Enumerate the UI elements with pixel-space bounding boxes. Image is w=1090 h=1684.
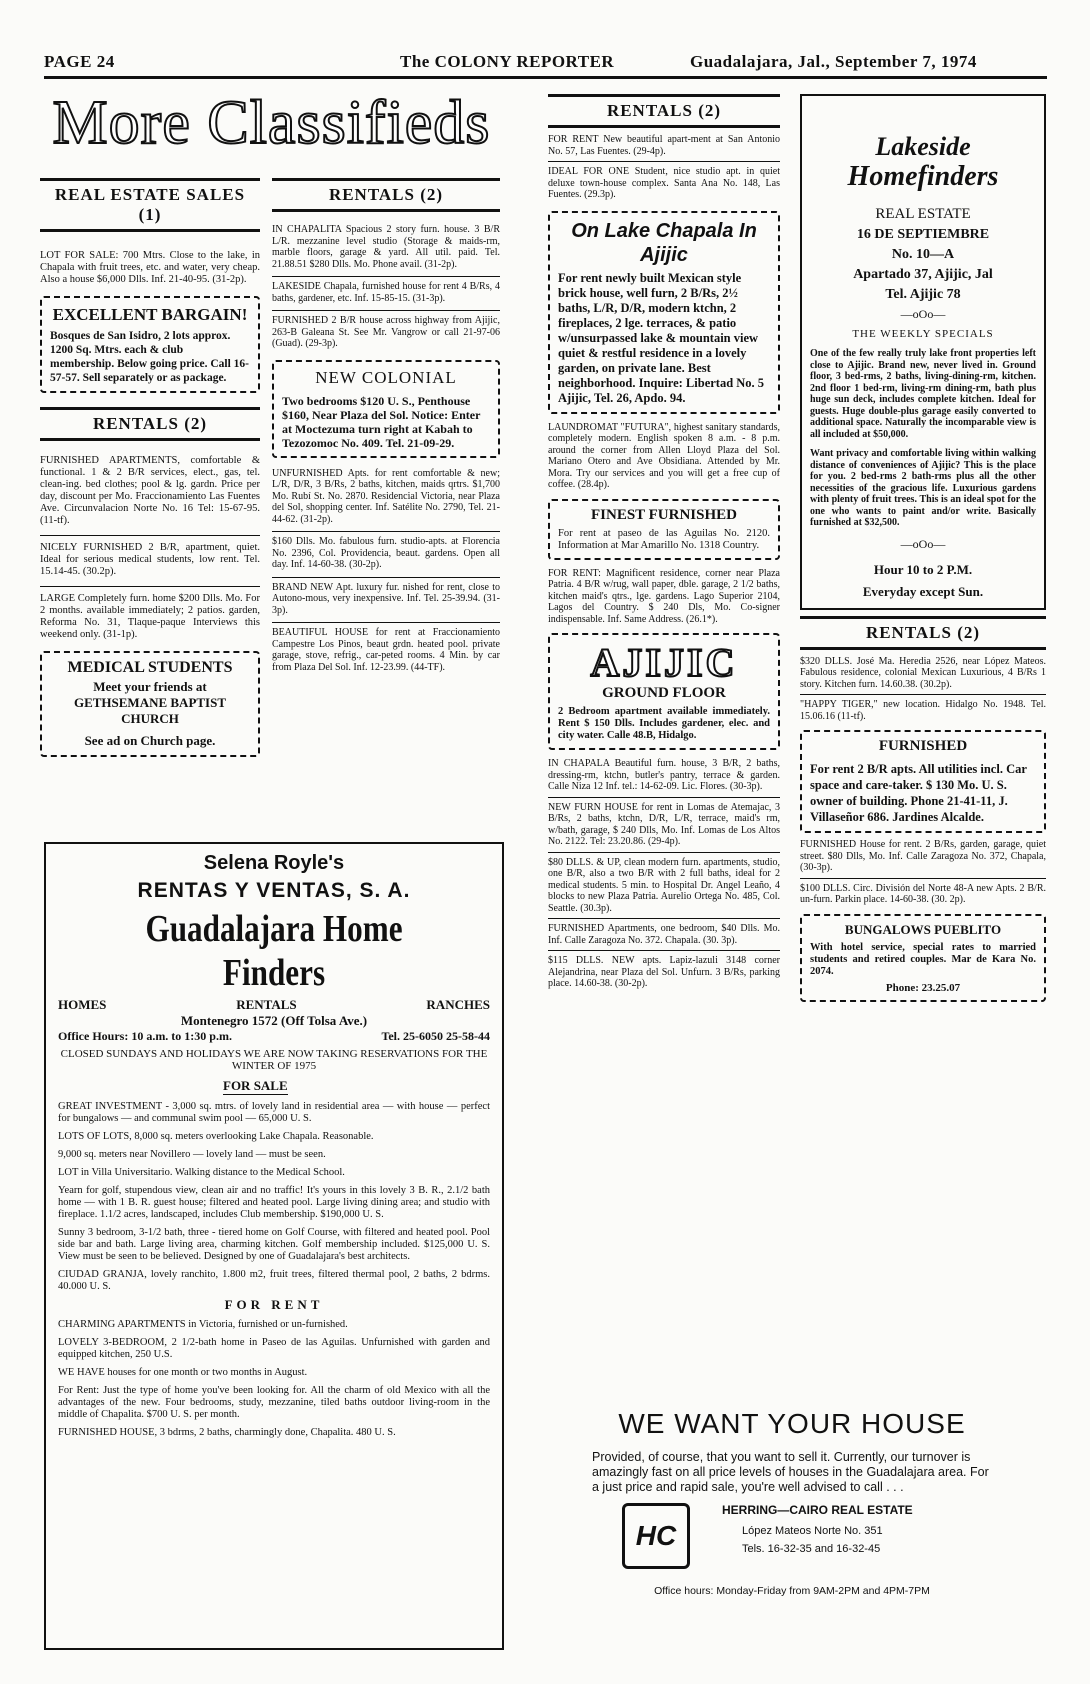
chapala-title: On Lake Chapala In Ajijic (571, 219, 757, 266)
ad-medical-students (40, 651, 260, 757)
column-4 (800, 94, 1046, 1002)
ad-happy-tiger: "HAPPY TIGER," new location. Hidalgo No. 1948. Tel. 15.06.16 (11-tf). (800, 694, 1046, 722)
section-rentals-col1: RENTALS (2) (40, 407, 260, 441)
medical-body: Meet your friends at GETHSEMANE BAPTIST CHURCH (73, 679, 227, 726)
rentals-label: RENTALS (236, 997, 297, 1012)
rent-charming-apartments: CHARMING APARTMENTS in Victoria, furnished or un-furnished. (58, 1319, 348, 1330)
finest-title: FINEST FURNISHED (590, 506, 737, 523)
ajijic-body: 2 Bedroom apartment available immediately. Rent $ 150 Dlls. Includes gardener, elec. and city water. Calle 48.B, Hidalgo. (558, 706, 770, 741)
ad-unfurnished-apts: UNFURNISHED Apts. for rent comfortable & new; L/R, D/R, 3 B/Rs, 2 baths, kitchen, maids qrtrs. $1,700 Mo. Rubí St. No. 2870. Residencial Victoria, near Plaza del Sol, shopping center. Inf. Satélite No. 2790, Tel. 21-44-62. (31-2p). (272, 467, 500, 525)
sale-lots-of-lots: LOTS OF LOTS, 8,000 sq. meters overlooking Lake Chapala. Reasonable. (58, 1131, 374, 1142)
ad-furnished-apartments-chapala: FURNISHED Apartments, one bedroom, $40 Dlls. Mo. Inf. Calle Zaragoza No. 372. Chapala. (30. 3p). (548, 918, 780, 946)
ad-ideal-student: IDEAL FOR ONE Student, nice studio apt. in quiet deluxe town-house complex. Santa Ana No. 148, Las Fuentes. (29.3p). (548, 161, 780, 201)
ad-ajijic (548, 633, 780, 750)
selena-hours: Office Hours: 10 a.m. to 1:30 p.m. (58, 1029, 232, 1043)
ajijic-sub: GROUND FLOOR (602, 685, 726, 701)
street-number: No. 10—A (891, 247, 955, 262)
page-number: PAGE 24 (44, 52, 115, 71)
selena-tel: Tel. 25-6050 25-58-44 (381, 1029, 490, 1043)
section-rentals-col2: RENTALS (2) (272, 178, 500, 212)
sale-ciudad-granja: CIUDAD GRANJA, lovely ranchito, 1.800 m2, fruit trees, filtered thermal pool, 2 baths, 2 bdrms. 40.000 U. S. (58, 1269, 490, 1292)
finest-body: For rent at paseo de las Aguilas No. 2120. Information at Mar Amarillo No. 1318 Country. (558, 527, 770, 551)
telephone: Tel. Ajijic 78 (885, 287, 961, 302)
ranches-label: RANCHES (426, 997, 490, 1012)
sale-novillero: 9,000 sq. meters near Novillero — lovely land — must be seen. (58, 1149, 326, 1160)
column-3 (548, 94, 780, 990)
sale-villa-universitario: LOT in Villa Universitario. Walking distance to the Medical School. (58, 1167, 345, 1178)
selena-title: Guadalajara Home Finders (145, 908, 403, 994)
new-colonial-title: NEW COLONIAL (315, 367, 457, 387)
ad-furnished-apartments: FURNISHED APARTMENTS, comfortable & functional. 1 & 2 B/R services, elect., gas, tel. clean-ing. bed clothes; pool & lg. gardn. Price per day, discount per Mo. Fraccionamiento Las Fuentes Ave. Circunvalacion Norte No. 16 Tel: 15-67-95. (11-tf). (40, 455, 260, 526)
weekly-specials: THE WEEKLY SPECIALS (852, 328, 994, 340)
ad-160-dlls: $160 Dlls. Mo. fabulous furn. studio-apts. at Florencia No. 2396, Col. Providencia, beaut. gardens. Open all day. Inf. 14-60-38. (30-2p). (272, 531, 500, 571)
homes-label: HOMES (58, 997, 107, 1012)
section-rentals-col4: RENTALS (2) (800, 616, 1046, 650)
ad-on-lake-chapala (548, 211, 780, 414)
dateline: Guadalajara, Jal., September 7, 1974 (690, 52, 977, 71)
selena-hours-row (58, 1029, 490, 1044)
ad-excellent-bargain (40, 296, 260, 393)
ad-guadalajara-home-finders (44, 842, 504, 1650)
office-hours: Hour 10 to 2 P.M. (873, 561, 973, 577)
ad-furnished-house-chapala: FURNISHED House for rent. 2 B/Rs, garden, garage, quiet street. $80 Dlls, Mo. Inf. Calle Zaragoza No. 372, Chapala, (30-3p). (800, 839, 1046, 873)
logo-lakeside: Lakeside (875, 132, 971, 161)
rent-lovely-3-bedroom: LOVELY 3-BEDROOM, 2 1/2-bath home in Paseo de las Aguilas. Unfurnished with garden and equipped kitchen, 250 U.S. (58, 1337, 490, 1360)
selena-address: Montenegro 1572 (Off Tolsa Ave.) (180, 1013, 368, 1028)
logo-homefinders: Homefinders (847, 161, 999, 192)
ad-115-dlls: $115 DLLS. NEW apts. Lapiz-lazuli 3148 corner Alejandrina, near Plaza del Sol. Unfurn. 3 B/Rs, parking place. 14.60-38. (30-2p). (548, 950, 780, 990)
chapala-body: For rent newly built Mexican style brick house, well furn, 2 B/Rs, 2½ baths, L/R, D/R, modern ktchn, 2 fireplaces, 2 lge. terraces, & patio w/unsurpassed lake & mountain view quiet & restful residence in a lovely garden, on private lane. Best neighborhood. Inquire: Libertad No. 5 Ajijic, Tel. 26, Apdo. 94. (558, 270, 765, 405)
selena-closed: CLOSED SUNDAYS AND HOLIDAYS WE ARE NOW TAKING RESERVATIONS FOR THE WINTER OF 1975 (60, 1048, 488, 1072)
street: 16 DE SEPTIEMBRE (856, 227, 990, 242)
special-lake-front: One of the few really truly lake front properties left close to Ajijic. Brand new, never lived in. Ground floor, 3 bed-rms, 2 baths, living-dining-rm, kitchen. 2nd floor 1 bed-rm, living-rm dining-rm, bath plus huge sun deck, includes complete kitchen. Ideal for guests. Huge double-plus garage easily converted to additional space. Naturally the incomparable view is all included at $50,000. (810, 348, 1036, 440)
ajijic-title: AJIJIC (590, 640, 738, 685)
ad-furnished-utilities (800, 730, 1046, 833)
ad-brand-new: BRAND NEW Apt. luxury fur. nished for rent, close to Autono-mous, very inexpensive. Inf. Tel. 25-39.94. (31-3p). (272, 577, 500, 617)
apartado: Apartado 37, Ajijic, Jal (853, 267, 993, 282)
ornament: —oOo— (900, 307, 946, 321)
for-rent-heading: FOR RENT (224, 1297, 324, 1312)
selena-name: Selena Royle's (203, 852, 345, 874)
masthead-title: More Classifieds (52, 89, 491, 157)
ad-320-dlls: $320 DLLS. José Ma. Heredia 2526, near López Mateos. Fabulous residence, colonial Mexican Luxurious, 4 B/Rs 1 story. Kitchen furn. 14.60.38. (30.2p). (800, 655, 1046, 690)
ad-magnificent-residence: FOR RENT: Magnificent residence, corner near Plaza Patria. 4 B/R w/rug, wall paper, dble. garage, 2 1/2 baths, kitchen maid's qtrs., lge. gardens. Lago Superior 2104, Lagos del Country. $ 240 Dls, Mo. Co-signer indispensable. Inf. Same Address. (26.1*). (548, 567, 780, 625)
rent-we-have-houses: WE HAVE houses for one month or two months in August. (58, 1367, 308, 1378)
sale-golf-home: Yearn for golf, stupendous view, clean air and no traffic! It's yours in this lovely 3 B. R., 2.1/2 bath home — with 1 B. R. guest house; filtered and heated pool. Large living dining area; and studio with fireplace. 1.1/2 acres, landscaped, includes Club membership. $190,000 U. S. (58, 1185, 490, 1220)
ad-laundromat: LAUNDROMAT "FUTURA", highest sanitary standards, completely modern. English spoken 8 a.m. - 8 p.m. around the corner from Allen Lloyd Plaza del Sol. Mariano Otero and Ave Obsidiana. Attended by Mr. Mora. Try our services and you will get a free cup of coffee. (28.4p). (548, 421, 780, 490)
header-rule (44, 76, 1047, 79)
ad-in-chapala: IN CHAPALA Beautiful furn. house, 3 B/R, 2 baths, dressing-rm, ktchn, butler's pantry, terrace & garden. Calle Niza 12 Inf. tel.: 14-62-09. Lic. Flores. (30-3p). (548, 758, 780, 792)
ad-bungalows-pueblito (800, 914, 1046, 1002)
selena-categories (58, 997, 490, 1013)
ad-finest-furnished (548, 499, 780, 560)
sale-sunny-bedroom: Sunny 3 bedroom, 3-1/2 bath, three - tiered home on Golf Course, with filtered and heated pool. Pool side bar and bath. Large living area, charming kitchen. Golf membership included. $125,000 U. S. View must be seen to be believed. Designed by one of Guadalajara's best architects. (58, 1227, 490, 1262)
herring-tels: Tels. 16-32-35 and 16-32-45 (742, 1543, 881, 1555)
ornament-2: —oOo— (900, 536, 946, 551)
ad-lot-for-sale: LOT FOR SALE: 700 Mtrs. Close to the lake, in Chapala with fruit trees, etc. and water, very cheap. Also a house $6,000 Dlls. Inf. 21-40-95. (31-2p). (40, 250, 260, 285)
sale-great-investment: GREAT INVESTMENT - 3,000 sq. mtrs. of lovely land in residential area — with house — perfect for bungalows — and communal swim pool — 65,000 U. S. (58, 1101, 490, 1124)
ad-lakeside-homefinders (800, 94, 1046, 610)
office-days: Everyday except Sun. (862, 583, 984, 599)
ad-herring-cairo (552, 1408, 1032, 1648)
new-colonial-body: Two bedrooms $120 U. S., Penthouse $160, Near Plaza del Sol. Notice: Enter at Moctezuma turn right at Kabah to Tezozomoc No. 409. Tel. 21-09-29. (282, 393, 481, 450)
ad-lakeside: LAKESIDE Chapala, furnished house for rent 4 B/Rs, 4 baths, gardener, etc. Inf. 15-85-15. (31-3p). (272, 276, 500, 304)
bargain-title: EXCELLENT BARGAIN! (52, 305, 248, 324)
herring-contact-block (552, 1503, 1032, 1583)
selena-company: RENTAS Y VENTAS, S. A. (137, 879, 411, 902)
rent-furnished-house: FURNISHED HOUSE, 3 bdrms, 2 baths, charmingly done, Chapalita. 480 U. S. (58, 1427, 396, 1438)
ad-beautiful-house: BEAUTIFUL HOUSE for rent at Fraccionamiento Campestre Los Pinos, beaut grdn. heated pool. private garage, stove, refrig., car-peted rooms. 4 Min. by car from Plaza Del Sol. Inf. 12-23.99. (44-TF). (272, 622, 500, 673)
ad-nicely-furnished: NICELY FURNISHED 2 B/R, apartment, quiet. Ideal for serious medical students, low rent. Tel. 15.14-45. (30.2p). (40, 535, 260, 578)
real-estate-label: REAL ESTATE (875, 206, 971, 222)
herring-company: HERRING—CAIRO REAL ESTATE (722, 1503, 913, 1517)
section-number: (1) (138, 205, 162, 224)
section-real-estate-sales (40, 178, 260, 232)
ad-new-colonial (272, 360, 500, 458)
ad-new-furn-house: NEW FURN HOUSE for rent in Lomas de Atemajac, 3 B/Rs, 2 baths, ktchn, D/R, L/R, terrace, maid's rm, w/bath, garage, $ 240 Dlls, Mo. Inf. Lomas de Los Altos No. 2122. Tel: 23.20.86. (29-4p). (548, 797, 780, 848)
bungalows-body: With hotel service, special rates to married students and retired couples. Mar de Kara No. 2074. (810, 941, 1036, 977)
ad-for-rent-new: FOR RENT New beautiful apart-ment at San Antonio No. 57, Las Fuentes. (29-4p). (548, 134, 780, 157)
section-title: REAL ESTATE SALES (54, 185, 246, 204)
herring-headline: WE WANT YOUR HOUSE (618, 1408, 966, 1439)
column-2 (272, 178, 500, 673)
ad-large-home: LARGE Completely furn. home $200 Dlls. Mo. For 2 months. available immediately; 2 patios. garden, Reforma No. 31, Tlaque-paque Interviews this weekend only. (31-1p). (40, 586, 260, 641)
medical-title: MEDICAL STUDENTS (67, 659, 233, 676)
ad-100-dlls: $100 DLLS. Circ. División del Norte 48-A new Apts. 2 B/R. un-furn. Parkin place. 14-60-38. (30. 2p). (800, 878, 1046, 906)
for-sale-heading: FOR SALE (223, 1078, 288, 1093)
ad-80-dlls: $80 DLLS. & UP, clean modern furn. apartments, studio, one B/R, also a two B/R with 2 full baths, ideal for 2 medical students. 5 min. to Hospital Dr. Angel Leaño, 4 blocks to new Plaza Patria. Aurelio Ortega No. 485, Col. Seattle. (30.3p). (548, 852, 780, 915)
bargain-body: Bosques de San Isidro, 2 lots approx. 1200 Sq. Mtrs. each & club membership. Below going price. Call 16-57-57. Sell separately or as package. (50, 330, 249, 384)
herring-hours: Office hours: Monday-Friday from 9AM-2PM and 4PM-7PM (654, 1585, 930, 1597)
medical-foot: See ad on Church page. (84, 733, 216, 748)
rent-for-rent: For Rent: Just the type of home you've been looking for. All the charm of old Mexico with all the advantages of the new. Four bedrooms, study, mezzanine, tiled baths outdoor living-room in the middle of Chapalita. $700 U. S. per month. (58, 1385, 490, 1420)
herring-logo: HC (622, 1503, 690, 1569)
bungalows-phone: Phone: 23.25.07 (885, 981, 961, 994)
bungalows-title: BUNGALOWS PUEBLITO (844, 921, 1002, 937)
herring-address: López Mateos Norte No. 351 (742, 1525, 883, 1537)
newspaper-name: The COLONY REPORTER (400, 52, 615, 71)
furn-body: For rent 2 B/R apts. All utilities incl. Car space and care-taker. $ 130 Mo. U. S. owner of building. Phone 21-41-11, J. Villaseñor 686. Jardines Alcalde. (810, 762, 1027, 824)
ad-in-chapalita: IN CHAPALITA Spacious 2 story furn. house. 3 B/R L/R. mezzanine level studio (Storage & maids-rm, marble floors, garage & yard. All util. paid. Tel. 21.88.51 $280 Dlls. Mo. Phone avail. (31-2p). (272, 224, 500, 270)
herring-body: Provided, of course, that you want to sell it. Currently, our turnover is amazingly fast on all price levels of houses in the Guadalajara area. For a just price and rapid sale, you're well advised to call . . . (592, 1450, 989, 1494)
section-rentals-col3: RENTALS (2) (548, 94, 780, 128)
furn-title: FURNISHED (878, 738, 968, 754)
column-1 (40, 178, 260, 757)
ad-furnished-house: FURNISHED 2 B/R house across highway from Ajijic, 263-B Galeana St. See Mr. Vangrow or call 21-97-06 (Guad). (29-3p). (272, 310, 500, 350)
special-privacy: Want privacy and comfortable living within walking distance of conveniences of Ajijic? This is the place for you. 2 bed-rms 2 bath-rms plus all the other necessities of the gracious life. Luxurious gardens with plenty of fruit trees. This is an ideal spot for the one who wants to paint and/or write. Basically furnished at $32,500. (810, 448, 1036, 528)
